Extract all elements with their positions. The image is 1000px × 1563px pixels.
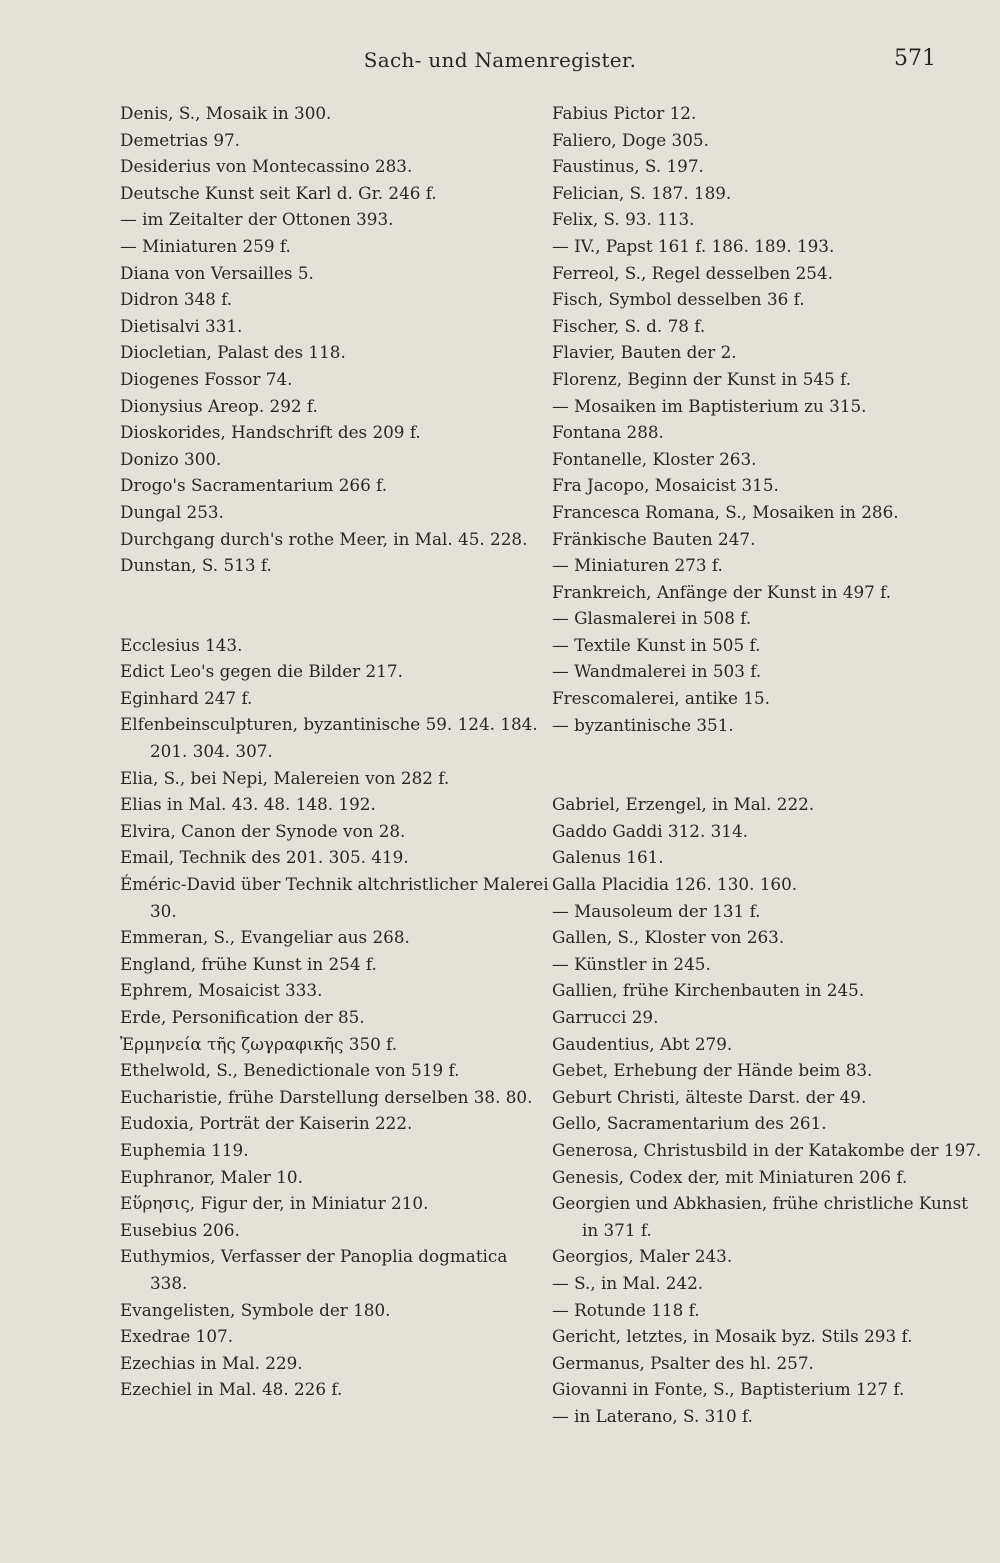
index-entry: Genesis, Codex der, mit Miniaturen 206 f. xyxy=(552,1166,908,1187)
index-entry: — Künstler in 245. xyxy=(552,953,711,974)
index-entry: Elias in Mal. 43. 48. 148. 192. xyxy=(120,794,376,815)
page-header xyxy=(0,44,1000,80)
index-entry: Faliero, Doge 305. xyxy=(552,129,709,150)
index-entry: Fontana 288. xyxy=(552,422,664,443)
index-entry: Dunstan, S. 513 f. xyxy=(120,555,272,576)
index-entry: — Rotunde 118 f. xyxy=(552,1299,700,1320)
index-entry: Desiderius von Montecassino 283. xyxy=(120,156,413,177)
index-entry: — Mausoleum der 131 f. xyxy=(552,900,761,921)
index-entry: Elia, S., bei Nepi, Malereien von 282 f. xyxy=(120,767,450,788)
index-entry: Emmeran, S., Evangeliar aus 268. xyxy=(120,927,410,948)
index-entry: Evangelisten, Symbole der 180. xyxy=(120,1299,391,1320)
index-entry: Dietisalvi 331. xyxy=(120,315,243,336)
index-entry: Donizo 300. xyxy=(120,448,222,469)
index-column-right xyxy=(552,100,982,1430)
index-entry: Francesca Romana, S., Mosaiken in 286. xyxy=(552,501,899,522)
index-entry: Éméric-David über Technik altchristlicher Malerei 30. xyxy=(120,874,549,921)
index-entry: Gabriel, Erzengel, in Mal. 222. xyxy=(552,794,815,815)
index-entry: Ἑρμηνεία τῆς ζωγραφικῆς 350 f. xyxy=(120,1033,398,1054)
index-entry: Georgios, Maler 243. xyxy=(552,1246,733,1267)
index-entry: Fisch, Symbol desselben 36 f. xyxy=(552,289,805,310)
index-entry: Elfenbeinsculpturen, byzantinische 59. 124. 184. 201. 304. 307. xyxy=(120,714,538,762)
index-entry: Gericht, letztes, in Mosaik byz. Stils 293 f. xyxy=(552,1326,913,1347)
index-entry: Gallen, S., Kloster von 263. xyxy=(552,927,785,948)
index-entry: Denis, S., Mosaik in 300. xyxy=(120,103,332,123)
index-entry: Generosa, Christusbild in der Katakombe der 197. xyxy=(552,1139,982,1160)
index-entry: Eucharistie, frühe Darstellung derselben 38. 80. xyxy=(120,1086,533,1107)
index-entry: Georgien und Abkhasien, frühe christliche Kunst in 371 f. xyxy=(552,1193,968,1240)
index-entry: Ecclesius 143. xyxy=(120,634,243,655)
index-entry: Gaddo Gaddi 312. 314. xyxy=(552,820,748,841)
index-entry: Gello, Sacramentarium des 261. xyxy=(552,1113,827,1134)
index-entry: — in Laterano, S. 310 f. xyxy=(552,1405,753,1426)
index-entry: Gebet, Erhebung der Hände beim 83. xyxy=(552,1060,873,1081)
index-entry: Dioskorides, Handschrift des 209 f. xyxy=(120,422,421,443)
index-entry: Giovanni in Fonte, S., Baptisterium 127 f. xyxy=(552,1379,905,1400)
index-entry: Diogenes Fossor 74. xyxy=(120,368,293,389)
index-section-g xyxy=(552,791,982,1429)
index-entry: Ethelwold, S., Benedictionale von 519 f. xyxy=(120,1060,460,1081)
index-entry: Florenz, Beginn der Kunst in 545 f. xyxy=(552,368,852,389)
index-entry: Eginhard 247 f. xyxy=(120,687,253,708)
index-entry: Eudoxia, Porträt der Kaiserin 222. xyxy=(120,1113,413,1134)
index-entry: — S., in Mal. 242. xyxy=(552,1272,704,1293)
index-entry: Exedrae 107. xyxy=(120,1326,234,1347)
index-entry: Ezechias in Mal. 229. xyxy=(120,1352,303,1373)
index-column-left xyxy=(120,100,550,1403)
index-entry: Gaudentius, Abt 279. xyxy=(552,1033,733,1054)
running-title: Sach- und Namenregister. xyxy=(363,48,637,72)
index-entry: Garrucci 29. xyxy=(552,1007,659,1027)
index-entry: — byzantinische 351. xyxy=(552,714,734,735)
index-entry: Erde, Personification der 85. xyxy=(120,1007,365,1027)
index-entry: Felician, S. 187. 189. xyxy=(552,182,732,203)
index-entry: Fränkische Bauten 247. xyxy=(552,528,756,549)
index-entry: Diana von Versailles 5. xyxy=(120,262,314,283)
index-entry: Fontanelle, Kloster 263. xyxy=(552,448,757,469)
index-entry: Flavier, Bauten der 2. xyxy=(552,342,737,363)
index-entry: Euthymios, Verfasser der Panoplia dogmatica 338. xyxy=(120,1246,508,1293)
index-entry: Geburt Christi, älteste Darst. der 49. xyxy=(552,1086,867,1107)
index-entry: Felix, S. 93. 113. xyxy=(552,209,695,230)
index-entry: Euphranor, Maler 10. xyxy=(120,1166,303,1187)
index-entry: Germanus, Psalter des hl. 257. xyxy=(552,1352,814,1373)
index-entry: Deutsche Kunst seit Karl d. Gr. 246 f. xyxy=(120,182,437,203)
index-entry: — Glasmalerei in 508 f. xyxy=(552,608,752,629)
index-entry: Galla Placidia 126. 130. 160. xyxy=(552,874,798,895)
index-entry: Ezechiel in Mal. 48. 226 f. xyxy=(120,1379,343,1400)
index-entry: Ferreol, S., Regel desselben 254. xyxy=(552,262,833,283)
index-entry: Diocletian, Palast des 118. xyxy=(120,342,346,363)
index-section-d xyxy=(120,100,550,579)
index-entry: Elvira, Canon der Synode von 28. xyxy=(120,820,406,841)
page-number: 571 xyxy=(894,46,936,71)
index-entry: Dungal 253. xyxy=(120,501,224,522)
index-entry: Galenus 161. xyxy=(552,847,664,868)
index-entry: Eusebius 206. xyxy=(120,1219,240,1240)
index-entry: Faustinus, S. 197. xyxy=(552,156,704,177)
index-entry: Euphemia 119. xyxy=(120,1139,249,1160)
index-entry: Fabius Pictor 12. xyxy=(552,103,697,123)
index-entry: — Mosaiken im Baptisterium zu 315. xyxy=(552,395,867,416)
index-entry: Demetrias 97. xyxy=(120,129,241,150)
index-entry: Didron 348 f. xyxy=(120,289,233,310)
index-entry: — Miniaturen 273 f. xyxy=(552,555,723,576)
section-gap xyxy=(120,579,550,632)
index-entry: Fra Jacopo, Mosaicist 315. xyxy=(552,475,779,496)
index-entry: Dionysius Areop. 292 f. xyxy=(120,395,318,416)
index-entry: Durchgang durch's rothe Meer, in Mal. 45. 228. xyxy=(120,528,528,549)
section-gap xyxy=(552,738,982,791)
index-entry: England, frühe Kunst in 254 f. xyxy=(120,953,377,974)
index-entry: — IV., Papst 161 f. 186. 189. 193. xyxy=(552,235,835,256)
index-section-f xyxy=(552,100,982,738)
index-entry: Drogo's Sacramentarium 266 f. xyxy=(120,475,388,496)
index-entry: Gallien, frühe Kirchenbauten in 245. xyxy=(552,980,865,1001)
index-entry: — Wandmalerei in 503 f. xyxy=(552,661,762,682)
index-entry: Frankreich, Anfänge der Kunst in 497 f. xyxy=(552,581,892,602)
index-entry: Εὕρησις, Figur der, in Miniatur 210. xyxy=(120,1193,429,1214)
index-entry: — Textile Kunst in 505 f. xyxy=(552,634,761,655)
index-entry: Email, Technik des 201. 305. 419. xyxy=(120,847,409,868)
index-section-e xyxy=(120,632,550,1403)
index-entry: Edict Leo's gegen die Bilder 217. xyxy=(120,661,403,682)
index-entry: — Miniaturen 259 f. xyxy=(120,235,291,256)
index-entry: Frescomalerei, antike 15. xyxy=(552,688,770,709)
index-entry: — im Zeitalter der Ottonen 393. xyxy=(120,209,394,230)
index-entry: Fischer, S. d. 78 f. xyxy=(552,315,706,336)
index-entry: Ephrem, Mosaicist 333. xyxy=(120,980,323,1001)
